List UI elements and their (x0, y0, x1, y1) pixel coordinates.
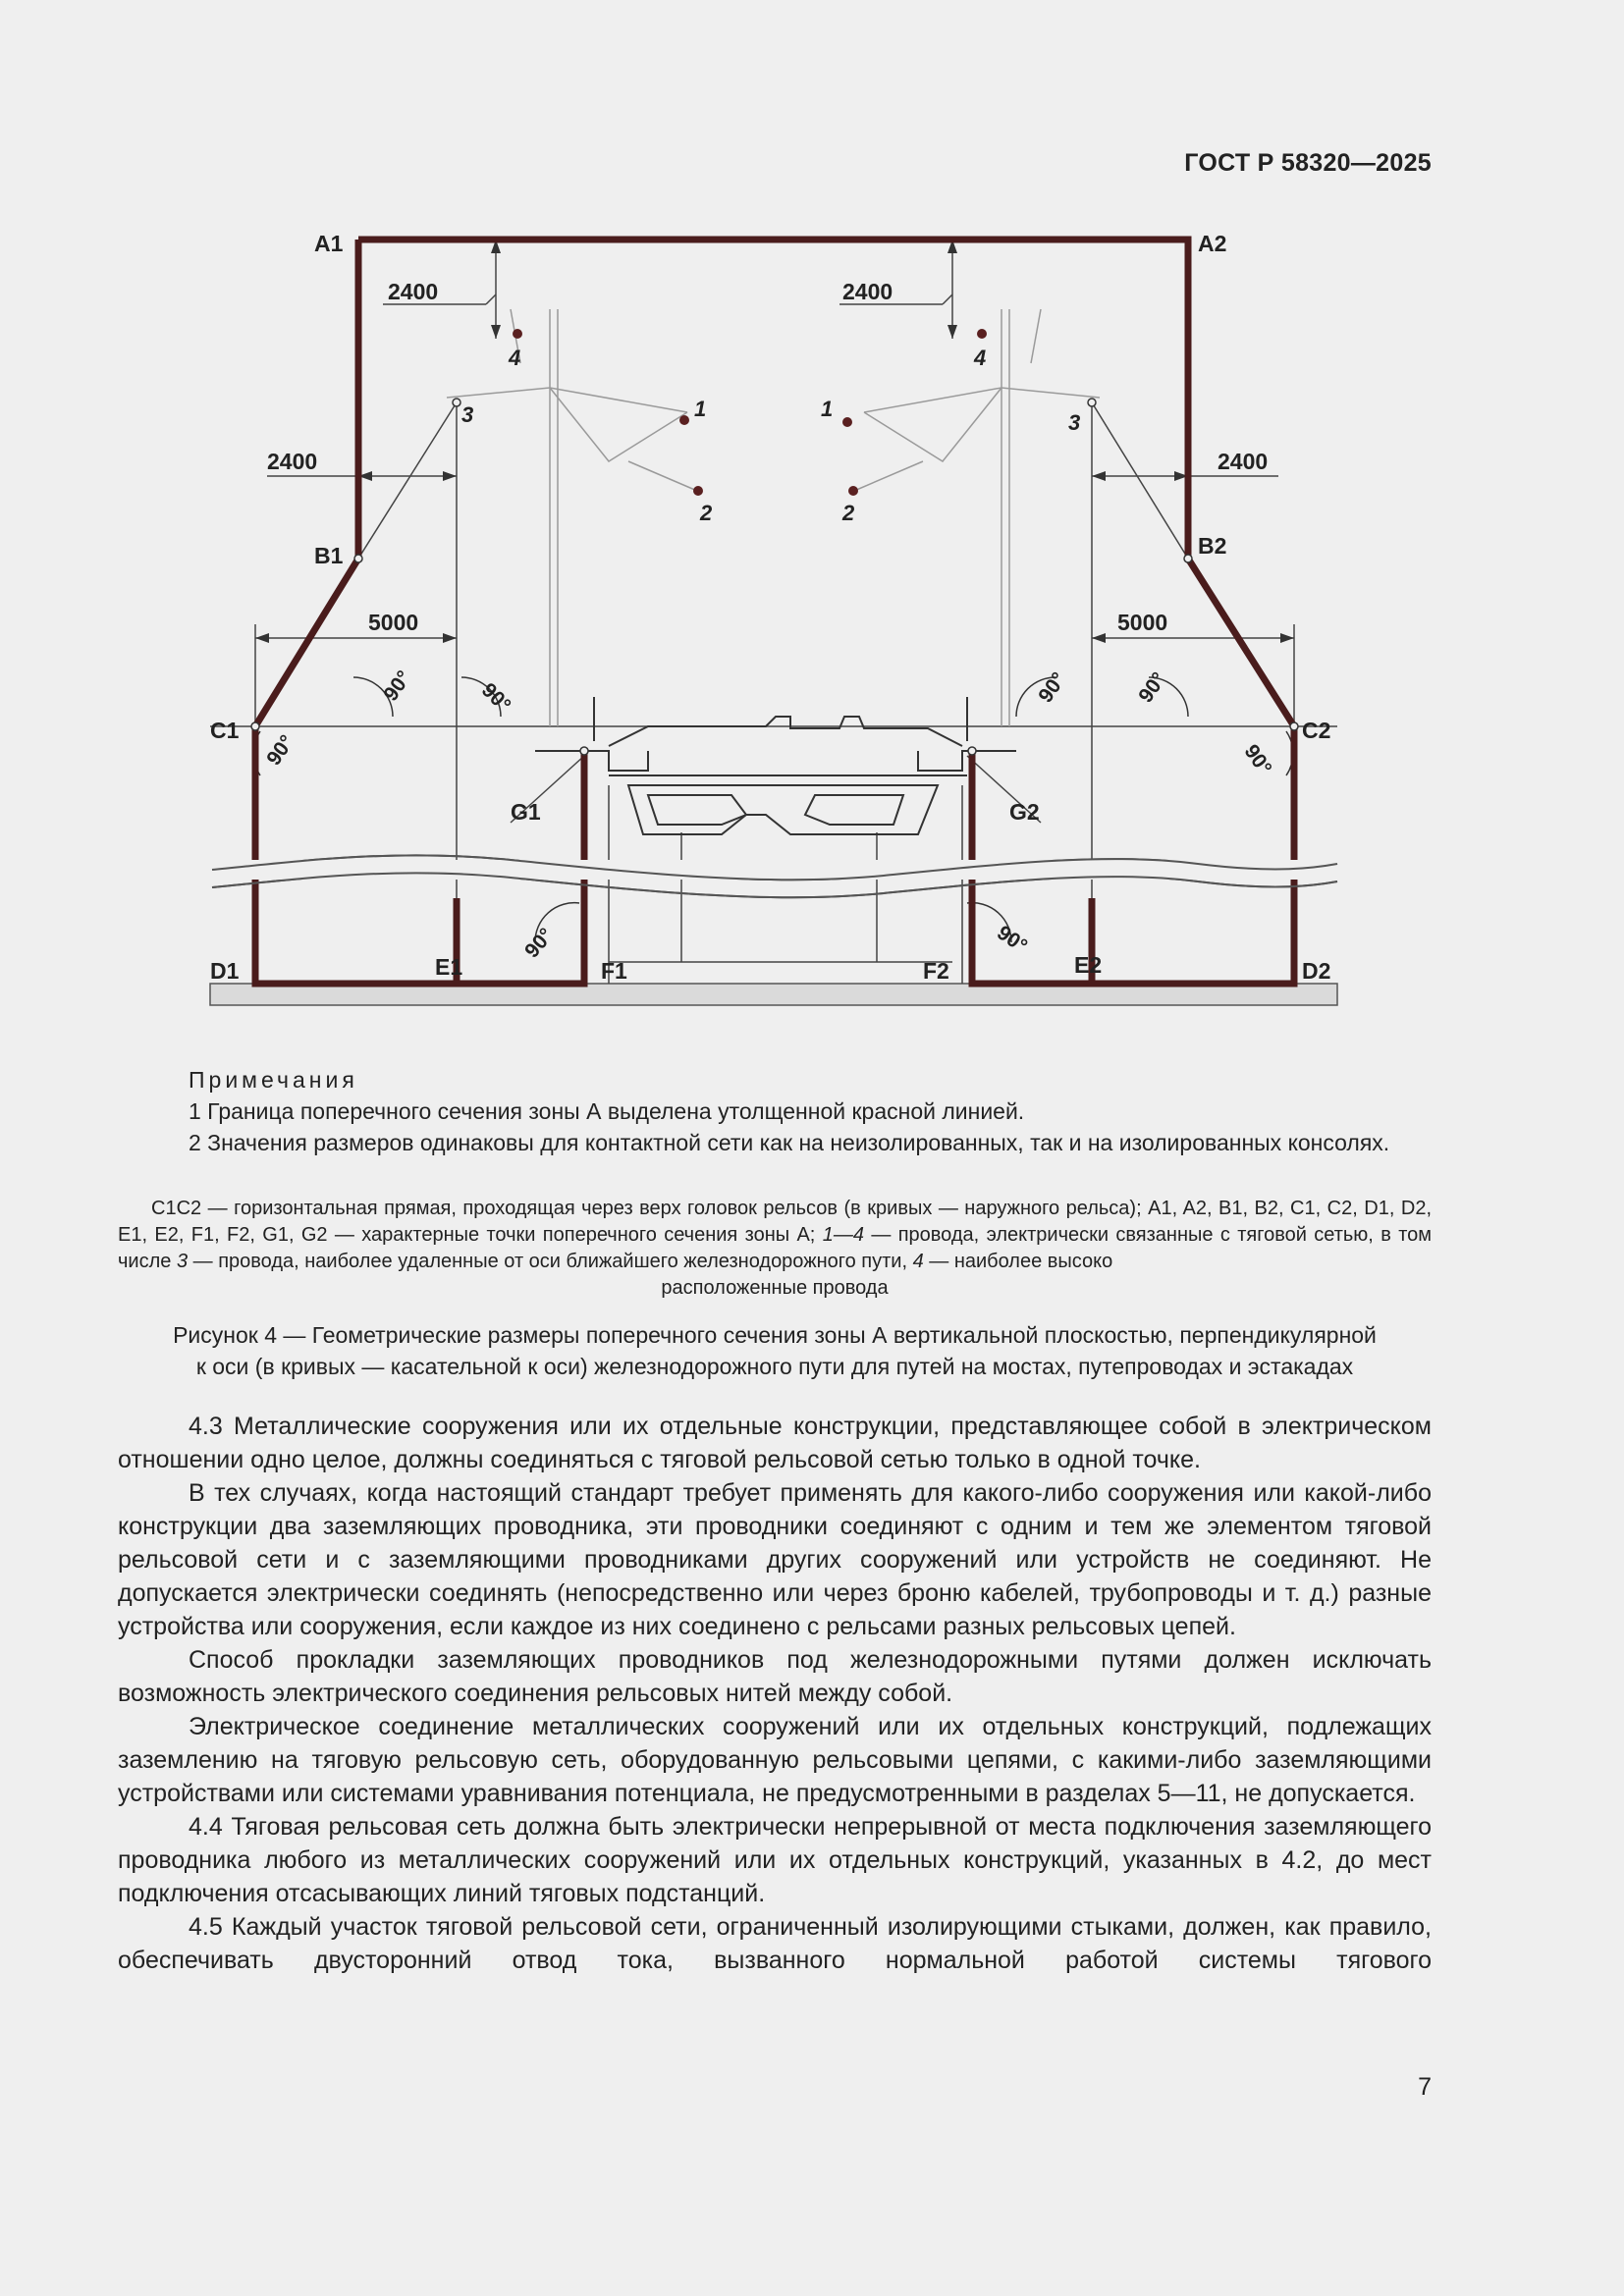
wire-label-3-left: 3 (461, 402, 474, 427)
angle-label-2: 90° (476, 678, 515, 718)
angle-label-1: 90° (379, 667, 416, 706)
paragraph-two-conductors: В тех случаях, когда настоящий стандарт требует применять для какого-либо сооружения или какой-либо конструкции два заземляющих проводника, эти проводники соединяют с одним и тем же элементом тяговой рельсовой сети и с заземляющими проводниками других сооружений или устройств не соединяют. Не допускается электрически соединять (непосредственно или через броню кабелей, трубопроводы и т. д.) разные устройства или сооружения, если каждое из них соединено с рельсами разных рельсовых цепей. (118, 1479, 1432, 1640)
label-F2: F2 (923, 958, 949, 984)
label-E1: E1 (435, 954, 463, 980)
figure-caption (118, 1319, 1432, 1382)
dim-2400-side-right: 2400 (1218, 449, 1269, 474)
wire-label-1-right: 1 (821, 397, 834, 421)
paragraph-connection: Электрическое соединение металлических сооружений или их отдельных конструкций, подлежащих заземлению на тяговую рельсовую сеть, оборудованную рельсовыми цепями, с какими-либо заземляющими устройствами или системами уравнивания потенциала, не предусмотренными в разделах 5—11, не допускается. (118, 1713, 1432, 1807)
legend-text-4: — наиболее высоко (923, 1251, 1113, 1272)
wire-label-3-right: 3 (1068, 410, 1081, 435)
label-G1: G1 (511, 799, 541, 825)
angle-label-6: 90° (1239, 740, 1276, 779)
notes-section (118, 1064, 1432, 1158)
notes-title: Примечания (189, 1067, 358, 1093)
body-text (118, 1410, 1432, 1977)
label-D2: D2 (1302, 958, 1331, 984)
paragraph-laying: Способ прокладки заземляющих проводников под железнодорожными путями должен исключать возможность электрического соединения рельсовых нитей между собой. (118, 1646, 1432, 1707)
wire-label-2-left: 2 (700, 501, 713, 525)
dim-5000-left: 5000 (368, 610, 419, 635)
legend-italic-2: 3 (176, 1251, 189, 1272)
label-B1: B1 (314, 543, 344, 568)
legend-italic-3: 4 (912, 1251, 924, 1272)
document-header: ГОСТ Р 58320—2025 (1184, 149, 1432, 177)
dim-2400-side-left: 2400 (267, 449, 318, 474)
dim-2400-top-left: 2400 (388, 279, 439, 304)
paragraph-4-5: 4.5 Каждый участок тяговой рельсовой сети, ограниченный изолирующими стыками, должен, как правило, обеспечивать двусторонний отвод тока, вызванного нормальной работой системы тягового (118, 1913, 1432, 1974)
wire-label-2-right: 2 (842, 501, 855, 525)
paragraph-4-3: 4.3 Металлические сооружения или их отдельные конструкции, представляющее собой в электрическом отношении одно целое, должны соединяться с тяговой рельсовой сетью только в одной точке. (118, 1413, 1432, 1473)
legend-text-2: — провода, электрически связанные с тяговой сетью, в том числе (118, 1224, 1432, 1272)
label-D1: D1 (210, 958, 240, 984)
figure-legend (118, 1196, 1432, 1302)
angle-label-3: 90° (1034, 667, 1071, 708)
page-number: 7 (1418, 2073, 1432, 2101)
label-F1: F1 (601, 958, 627, 984)
legend-text-3: — провода, наиболее удаленные от оси ближайшего железнодорожного пути, (188, 1251, 913, 1272)
label-C1: C1 (210, 718, 240, 743)
legend-text-1: C1C2 — горизонтальная прямая, проходящая через верх головок рельсов (в кривых — наружного рельса); A1, A2, B1, B2, C1, C2, D1, D2, E1, E2, F1, F2, G1, G2 — характерные точки поперечного сечения зоны А; (118, 1198, 1432, 1246)
wire-label-4-left: 4 (509, 346, 521, 370)
legend-text-5: расположенные провода (661, 1277, 889, 1299)
wire-label-4-right: 4 (974, 346, 987, 370)
paragraph-4-4: 4.4 Тяговая рельсовая сеть должна быть электрически непрерывной от места подключения заземляющего проводника любого из металлических сооружений или их отдельных конструкций, указанных в 4.2, до мест подключения отсасывающих линий тяговых подстанций. (118, 1813, 1432, 1907)
angle-label-5: 90° (262, 730, 299, 771)
label-B2: B2 (1198, 533, 1227, 559)
caption-line-2: к оси (в кривых — касательной к оси) железнодорожного пути для путей на мостах, путепроводах и эстакадах (195, 1354, 1354, 1379)
angle-label-7: 90° (520, 924, 559, 963)
angle-label-4: 90° (1134, 667, 1171, 708)
wire-label-1-left: 1 (694, 397, 707, 421)
label-A1: A1 (314, 231, 344, 256)
legend-italic-1: 1—4 (822, 1224, 864, 1246)
dim-2400-top-right: 2400 (842, 279, 893, 304)
dim-5000-right: 5000 (1117, 610, 1168, 635)
label-E2: E2 (1074, 952, 1103, 978)
caption-line-1: Рисунок 4 — Геометрические размеры поперечного сечения зоны А вертикальной плоскостью, перпендикулярной (173, 1322, 1377, 1348)
note-1: 1 Граница поперечного сечения зоны А выделена утолщенной красной линией. (189, 1098, 1025, 1124)
cross-section-figure (0, 0, 1624, 1041)
angle-label-8: 90° (993, 921, 1032, 958)
label-C2: C2 (1302, 718, 1331, 743)
label-G2: G2 (1009, 799, 1040, 825)
note-2: 2 Значения размеров одинаковы для контактной сети как на неизолированных, так и на изолированных консолях. (189, 1130, 1390, 1155)
label-A2: A2 (1198, 231, 1227, 256)
